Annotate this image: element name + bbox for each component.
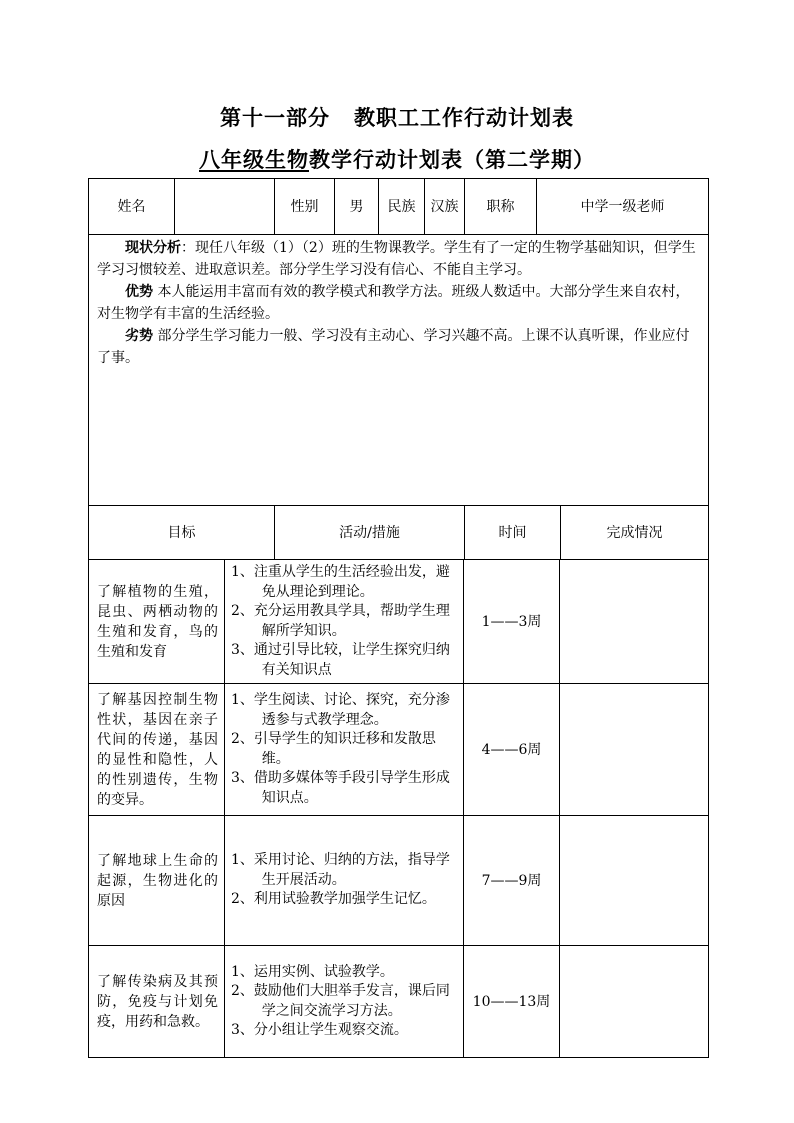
title-label: 职称 — [465, 179, 537, 235]
time-cell: 1——3周 — [464, 560, 560, 684]
activity-item: 1、运用实例、试验教学。 — [231, 963, 394, 980]
completion-cell — [560, 684, 709, 816]
document-title-rest: 教学行动计划表（第二学期） — [309, 147, 595, 172]
activity-item: 2、充分运用教具学具，帮助学生理解所学知识。 — [231, 603, 450, 639]
time-header: 时间 — [465, 506, 561, 560]
table-row — [89, 684, 709, 816]
goal-header: 目标 — [89, 506, 275, 560]
plan-rows-table — [88, 559, 709, 1058]
table-row — [89, 816, 709, 946]
analysis-cell — [89, 235, 709, 506]
strength-paragraph — [97, 281, 702, 325]
plan-table — [88, 178, 709, 560]
weakness-text: 部分学生学习能力一般、学习没有主动心、学习兴趣不高。上课不认真听课，作业应付了事。 — [97, 328, 690, 366]
completion-cell — [560, 560, 709, 684]
activity-item: 2、引导学生的知识迁移和发散思维。 — [231, 731, 436, 767]
activity-item: 1、学生阅读、讨论、探究，充分渗透参与式教学理念。 — [231, 692, 450, 728]
activities-cell — [225, 684, 464, 816]
activity-item: 1、采用讨论、归纳的方法，指导学生开展活动。 — [231, 852, 450, 888]
completion-header: 完成情况 — [561, 506, 709, 560]
goal-cell: 了解地球上生命的起源，生物进化的原因 — [89, 816, 225, 946]
activity-item: 3、借助多媒体等手段引导学生形成知识点。 — [231, 770, 450, 806]
analysis-row — [89, 235, 709, 506]
activities-cell — [225, 560, 464, 684]
activities-cell — [225, 816, 464, 946]
activity-item: 1、注重从学生的生活经验出发，避免从理论到理论。 — [231, 564, 450, 600]
goal-cell: 了解传染病及其预防，免疫与计划免疫，用药和急救。 — [89, 946, 225, 1058]
gender-label: 性别 — [275, 179, 335, 235]
time-cell: 7——9周 — [464, 816, 560, 946]
activity-item: 2、鼓励他们大胆举手发言，课后同学之间交流学习方法。 — [231, 983, 450, 1019]
activities-cell — [225, 946, 464, 1058]
name-value — [175, 179, 275, 235]
goal-cell: 了解植物的生殖，昆虫、两栖动物的生殖和发育，鸟的生殖和发育 — [89, 560, 225, 684]
grade-subject: 八年级生物 — [199, 147, 309, 172]
plan-title: 教职工工作行动计划表 — [354, 105, 574, 130]
completion-cell — [560, 816, 709, 946]
status-label: 现状分析 — [125, 240, 181, 256]
table-row — [89, 946, 709, 1058]
name-label: 姓名 — [89, 179, 175, 235]
title-value: 中学一级老师 — [537, 179, 709, 235]
activity-item: 3、分小组让学生观察交流。 — [231, 1022, 408, 1038]
goal-cell: 了解基因控制生物性状，基因在亲子代间的传递，基因的显性和隐性，人的性别遗传，生物的变异。 — [89, 684, 225, 816]
weakness-paragraph — [97, 325, 702, 369]
ethnicity-label: 民族 — [379, 179, 425, 235]
weakness-label: 劣势 — [125, 328, 153, 344]
status-text: ：现任八年级（1）（2）班的生物课教学。学生有了一定的生物学基础知识，但学生学习习惯较差、进取意识差。部分学生学习没有信心、不能自主学习。 — [97, 240, 696, 278]
part-title — [0, 102, 794, 132]
activity-item: 2、利用试验教学加强学生记忆。 — [231, 891, 436, 908]
table-row — [89, 560, 709, 684]
time-cell: 10——13周 — [464, 946, 560, 1058]
strength-text: 本人能运用丰富而有效的教学模式和教学方法。班级人数适中。大部分学生来自农村，对生物学有丰富的生活经验。 — [97, 284, 690, 322]
header-row — [89, 506, 709, 560]
ethnicity-value: 汉族 — [425, 179, 465, 235]
activities-header: 活动/措施 — [275, 506, 465, 560]
info-row — [89, 179, 709, 235]
activity-item: 3、通过引导比较，让学生探究归纳有关知识点 — [231, 642, 450, 678]
completion-cell — [560, 946, 709, 1058]
gender-value: 男 — [335, 179, 379, 235]
document-title — [0, 144, 794, 174]
strength-label: 优势 — [125, 284, 153, 300]
time-cell: 4——6周 — [464, 684, 560, 816]
part-label: 第十一部分 — [220, 105, 330, 130]
status-paragraph — [97, 237, 702, 281]
